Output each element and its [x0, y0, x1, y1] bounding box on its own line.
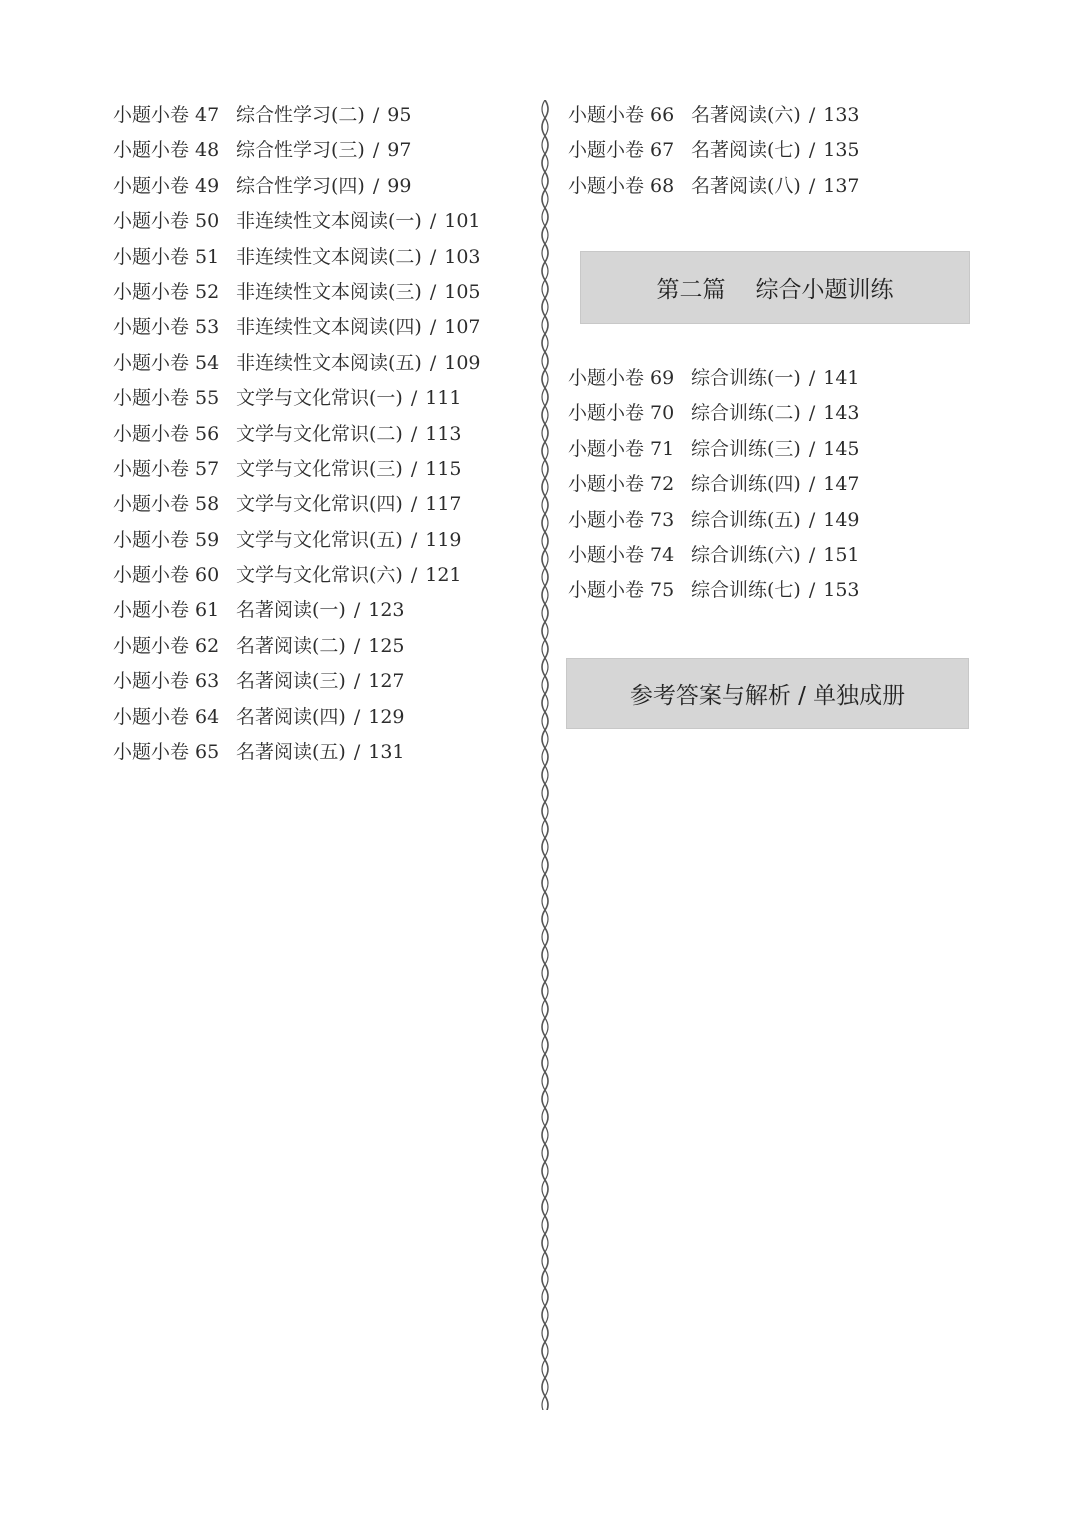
toc-entry-separator: /	[410, 422, 418, 445]
toc-entry-separator: /	[808, 508, 816, 531]
toc-entry	[568, 432, 860, 467]
toc-entry	[113, 98, 481, 133]
toc-left-column	[113, 98, 481, 770]
toc-entry	[113, 381, 481, 416]
toc-entry	[113, 204, 481, 239]
toc-entry-page: 115	[425, 457, 462, 480]
toc-entry-title: 名著阅读(一)	[236, 599, 346, 622]
toc-entry-separator: /	[410, 564, 418, 587]
toc-entry-title: 综合性学习(三)	[236, 139, 365, 162]
toc-entry	[568, 396, 860, 431]
toc-entry-title: 综合训练(六)	[691, 543, 801, 566]
toc-entry-separator: /	[429, 316, 437, 339]
toc-entry	[113, 275, 481, 310]
toc-entry-title: 非连续性文本阅读(二)	[236, 245, 422, 268]
toc-entry-page: 147	[823, 473, 860, 496]
toc-entry-page: 141	[823, 367, 860, 389]
toc-entry-code: 小题小卷 69	[568, 367, 675, 389]
toc-entry	[113, 735, 481, 770]
toc-entry-page: 109	[444, 351, 481, 374]
toc-entry-title: 非连续性文本阅读(一)	[236, 210, 422, 233]
toc-entry-title: 名著阅读(五)	[236, 741, 346, 764]
toc-entry-code: 小题小卷 75	[568, 579, 675, 602]
toc-entry-separator: /	[353, 705, 361, 728]
toc-entry-title: 综合训练(四)	[691, 473, 801, 496]
toc-entry-code: 小题小卷 73	[568, 508, 675, 531]
toc-entry-title: 非连续性文本阅读(三)	[236, 280, 422, 303]
toc-entry	[113, 664, 481, 699]
toc-entry-separator: /	[429, 210, 437, 233]
toc-entry-code: 小题小卷 52	[113, 280, 220, 303]
toc-entry-code: 小题小卷 74	[568, 543, 675, 566]
toc-entry	[113, 346, 481, 381]
toc-entry-title: 文学与文化常识(五)	[236, 528, 403, 551]
toc-entry	[113, 523, 481, 558]
toc-entry-page: 135	[823, 139, 860, 162]
toc-entry-separator: /	[353, 634, 361, 657]
toc-entry-page: 103	[444, 245, 481, 268]
toc-entry-separator: /	[808, 367, 816, 389]
toc-entry-title: 综合训练(五)	[691, 508, 801, 531]
toc-entry-code: 小题小卷 62	[113, 634, 220, 657]
toc-entry	[568, 169, 860, 204]
toc-entry-separator: /	[410, 493, 418, 516]
toc-entry-code: 小题小卷 67	[568, 139, 675, 162]
toc-entry-code: 小题小卷 71	[568, 437, 675, 460]
toc-right-column-top	[568, 98, 860, 204]
toc-entry-separator: /	[410, 528, 418, 551]
toc-entry-code: 小题小卷 47	[113, 104, 220, 126]
toc-entry-code: 小题小卷 63	[113, 670, 220, 693]
toc-entry-code: 小题小卷 55	[113, 387, 220, 410]
toc-entry	[568, 467, 860, 502]
toc-entry-page: 107	[444, 316, 481, 339]
toc-entry	[113, 700, 481, 735]
toc-entry-page: 111	[425, 387, 462, 410]
toc-entry	[113, 452, 481, 487]
toc-entry-page: 149	[823, 508, 860, 531]
toc-entry-code: 小题小卷 61	[113, 599, 220, 622]
toc-entry	[113, 593, 481, 628]
part2-number: 第二篇	[656, 277, 726, 303]
toc-entry-separator: /	[808, 473, 816, 496]
toc-entry	[568, 98, 860, 133]
toc-entry-page: 143	[823, 402, 860, 425]
toc-entry	[113, 310, 481, 345]
toc-entry-page: 153	[823, 579, 860, 602]
toc-entry-separator: /	[372, 174, 380, 197]
toc-entry	[113, 558, 481, 593]
toc-entry-title: 综合训练(三)	[691, 437, 801, 460]
toc-entry-code: 小题小卷 64	[113, 705, 220, 728]
toc-entry-separator: /	[410, 387, 418, 410]
toc-entry	[568, 573, 860, 608]
toc-entry-code: 小题小卷 56	[113, 422, 220, 445]
toc-entry	[113, 169, 481, 204]
toc-entry-page: 133	[823, 104, 860, 126]
toc-entry-separator: /	[808, 104, 816, 126]
toc-entry-code: 小题小卷 48	[113, 139, 220, 162]
toc-entry-title: 名著阅读(七)	[691, 139, 801, 162]
toc-entry	[113, 629, 481, 664]
toc-entry-title: 综合训练(七)	[691, 579, 801, 602]
toc-entry-separator: /	[808, 579, 816, 602]
part2-heading	[580, 251, 970, 324]
toc-entry-title: 文学与文化常识(四)	[236, 493, 403, 516]
toc-entry-code: 小题小卷 49	[113, 174, 220, 197]
toc-entry-code: 小题小卷 70	[568, 402, 675, 425]
toc-entry-code: 小题小卷 58	[113, 493, 220, 516]
toc-entry-page: 129	[368, 705, 405, 728]
toc-entry-title: 名著阅读(三)	[236, 670, 346, 693]
toc-entry-page: 101	[444, 210, 481, 233]
toc-entry-title: 非连续性文本阅读(四)	[236, 316, 422, 339]
part2-title: 综合小题训练	[755, 277, 894, 303]
toc-entry-code: 小题小卷 72	[568, 473, 675, 496]
toc-entry-page: 113	[425, 422, 462, 445]
toc-entry-page: 97	[387, 139, 412, 162]
toc-entry-title: 名著阅读(八)	[691, 174, 801, 197]
toc-entry-title: 文学与文化常识(六)	[236, 564, 403, 587]
toc-entry-title: 文学与文化常识(二)	[236, 422, 403, 445]
toc-entry-separator: /	[429, 351, 437, 374]
toc-entry-page: 123	[368, 599, 405, 622]
toc-entry-page: 117	[425, 493, 462, 516]
toc-entry	[113, 240, 481, 275]
toc-entry-separator: /	[808, 402, 816, 425]
toc-entry-separator: /	[353, 741, 361, 764]
toc-entry-code: 小题小卷 54	[113, 351, 220, 374]
toc-right-column-part2	[568, 361, 860, 609]
toc-entry-page: 131	[368, 741, 405, 764]
toc-entry-title: 非连续性文本阅读(五)	[236, 351, 422, 374]
answers-heading-text: 参考答案与解析 / 单独成册	[629, 683, 906, 709]
toc-entry-title: 综合训练(一)	[691, 367, 801, 389]
toc-entry-page: 151	[823, 543, 860, 566]
toc-entry-code: 小题小卷 66	[568, 104, 675, 126]
toc-entry-page: 127	[368, 670, 405, 693]
toc-entry	[113, 487, 481, 522]
toc-entry-code: 小题小卷 51	[113, 245, 220, 268]
toc-entry-title: 综合性学习(四)	[236, 174, 365, 197]
toc-entry-code: 小题小卷 68	[568, 174, 675, 197]
toc-entry-separator: /	[429, 280, 437, 303]
toc-entry-title: 综合性学习(二)	[236, 104, 365, 126]
toc-entry-code: 小题小卷 59	[113, 528, 220, 551]
toc-entry-separator: /	[808, 437, 816, 460]
toc-entry-title: 名著阅读(四)	[236, 705, 346, 728]
toc-entry-page: 125	[368, 634, 405, 657]
toc-entry-title: 文学与文化常识(一)	[236, 387, 403, 410]
toc-entry-code: 小题小卷 50	[113, 210, 220, 233]
toc-entry-page: 145	[823, 437, 860, 460]
toc-entry-separator: /	[808, 543, 816, 566]
toc-entry-separator: /	[353, 670, 361, 693]
toc-entry	[113, 133, 481, 168]
toc-entry-page: 99	[387, 174, 412, 197]
toc-entry-title: 名著阅读(六)	[691, 104, 801, 126]
toc-entry-page: 95	[387, 104, 412, 126]
toc-entry-separator: /	[372, 104, 380, 126]
toc-entry-page: 119	[425, 528, 462, 551]
wavy-divider	[537, 100, 553, 1410]
toc-entry-separator: /	[808, 139, 816, 162]
toc-entry-separator: /	[808, 174, 816, 197]
toc-entry-separator: /	[372, 139, 380, 162]
toc-entry-code: 小题小卷 65	[113, 741, 220, 764]
toc-entry-separator: /	[429, 245, 437, 268]
toc-entry-code: 小题小卷 53	[113, 316, 220, 339]
toc-entry	[113, 417, 481, 452]
toc-entry	[568, 361, 860, 396]
toc-entry-code: 小题小卷 60	[113, 564, 220, 587]
toc-entry-title: 文学与文化常识(三)	[236, 457, 403, 480]
toc-entry-page: 137	[823, 174, 860, 197]
toc-entry-title: 名著阅读(二)	[236, 634, 346, 657]
toc-entry-title: 综合训练(二)	[691, 402, 801, 425]
toc-entry-page: 105	[444, 280, 481, 303]
toc-entry	[568, 133, 860, 168]
toc-entry-code: 小题小卷 57	[113, 457, 220, 480]
toc-entry-separator: /	[410, 457, 418, 480]
toc-entry-page: 121	[425, 564, 462, 587]
toc-entry-separator: /	[353, 599, 361, 622]
answers-heading	[566, 658, 969, 729]
toc-entry	[568, 538, 860, 573]
toc-entry	[568, 503, 860, 538]
